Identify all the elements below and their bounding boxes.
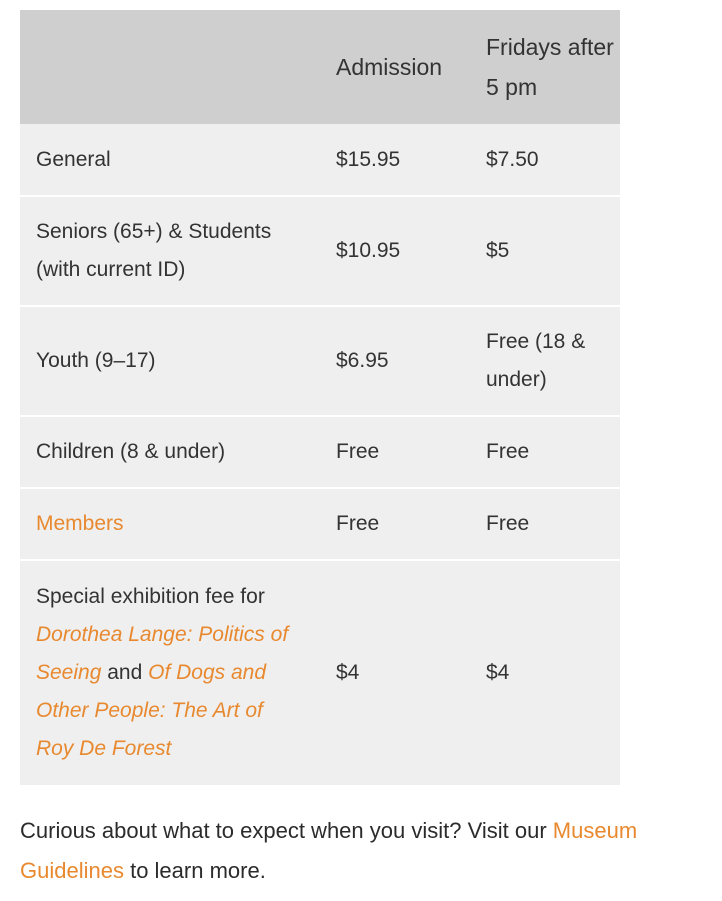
admission-price: Free bbox=[336, 512, 380, 535]
exhibition-link-de-forest[interactable]: Of Dogs and Other People: The Art of Roy De Forest bbox=[36, 661, 267, 760]
connector-text: and bbox=[107, 661, 143, 684]
friday-price: $4 bbox=[486, 661, 510, 684]
friday-price: Free (18 & under) bbox=[486, 330, 586, 391]
table-header-row bbox=[20, 10, 620, 124]
friday-price: Free bbox=[486, 440, 530, 463]
table-row bbox=[20, 561, 620, 785]
museum-guidelines-link[interactable]: Museum Guidelines bbox=[20, 818, 638, 883]
special-fee-label: Special exhibition fee for bbox=[36, 585, 265, 608]
footer-text-before: Curious about what to expect when you visit? Visit our bbox=[20, 818, 547, 843]
table-row bbox=[20, 417, 620, 489]
category-cell: Children (8 & under) bbox=[36, 440, 226, 463]
admission-price-table bbox=[20, 10, 620, 785]
members-link[interactable]: Members bbox=[36, 512, 124, 535]
category-cell bbox=[20, 578, 320, 768]
friday-price: $5 bbox=[486, 239, 510, 262]
category-cell: Youth (9–17) bbox=[36, 349, 156, 372]
category-cell: General bbox=[36, 147, 111, 171]
friday-price: Free bbox=[486, 512, 530, 535]
table-row bbox=[20, 197, 620, 307]
admission-price: Free bbox=[336, 440, 380, 463]
exhibition-link-lange[interactable]: Dorothea Lange: Politics of Seeing bbox=[36, 623, 289, 684]
header-fridays: Fridays after 5 pm bbox=[486, 34, 614, 100]
category-cell: Seniors (65+) & Students (with current ID) bbox=[36, 220, 272, 281]
table-row bbox=[20, 489, 620, 561]
table-row bbox=[20, 307, 620, 417]
visit-guidelines-paragraph bbox=[20, 811, 710, 891]
category-cell bbox=[20, 505, 320, 543]
admission-price: $6.95 bbox=[336, 349, 389, 372]
footer-text-after: to learn more. bbox=[130, 858, 266, 883]
admission-price: $4 bbox=[336, 661, 360, 684]
header-admission: Admission bbox=[336, 54, 443, 80]
admission-price: $15.95 bbox=[336, 147, 401, 171]
friday-price: $7.50 bbox=[486, 147, 539, 171]
admission-price: $10.95 bbox=[336, 239, 401, 262]
table-row bbox=[20, 124, 620, 197]
